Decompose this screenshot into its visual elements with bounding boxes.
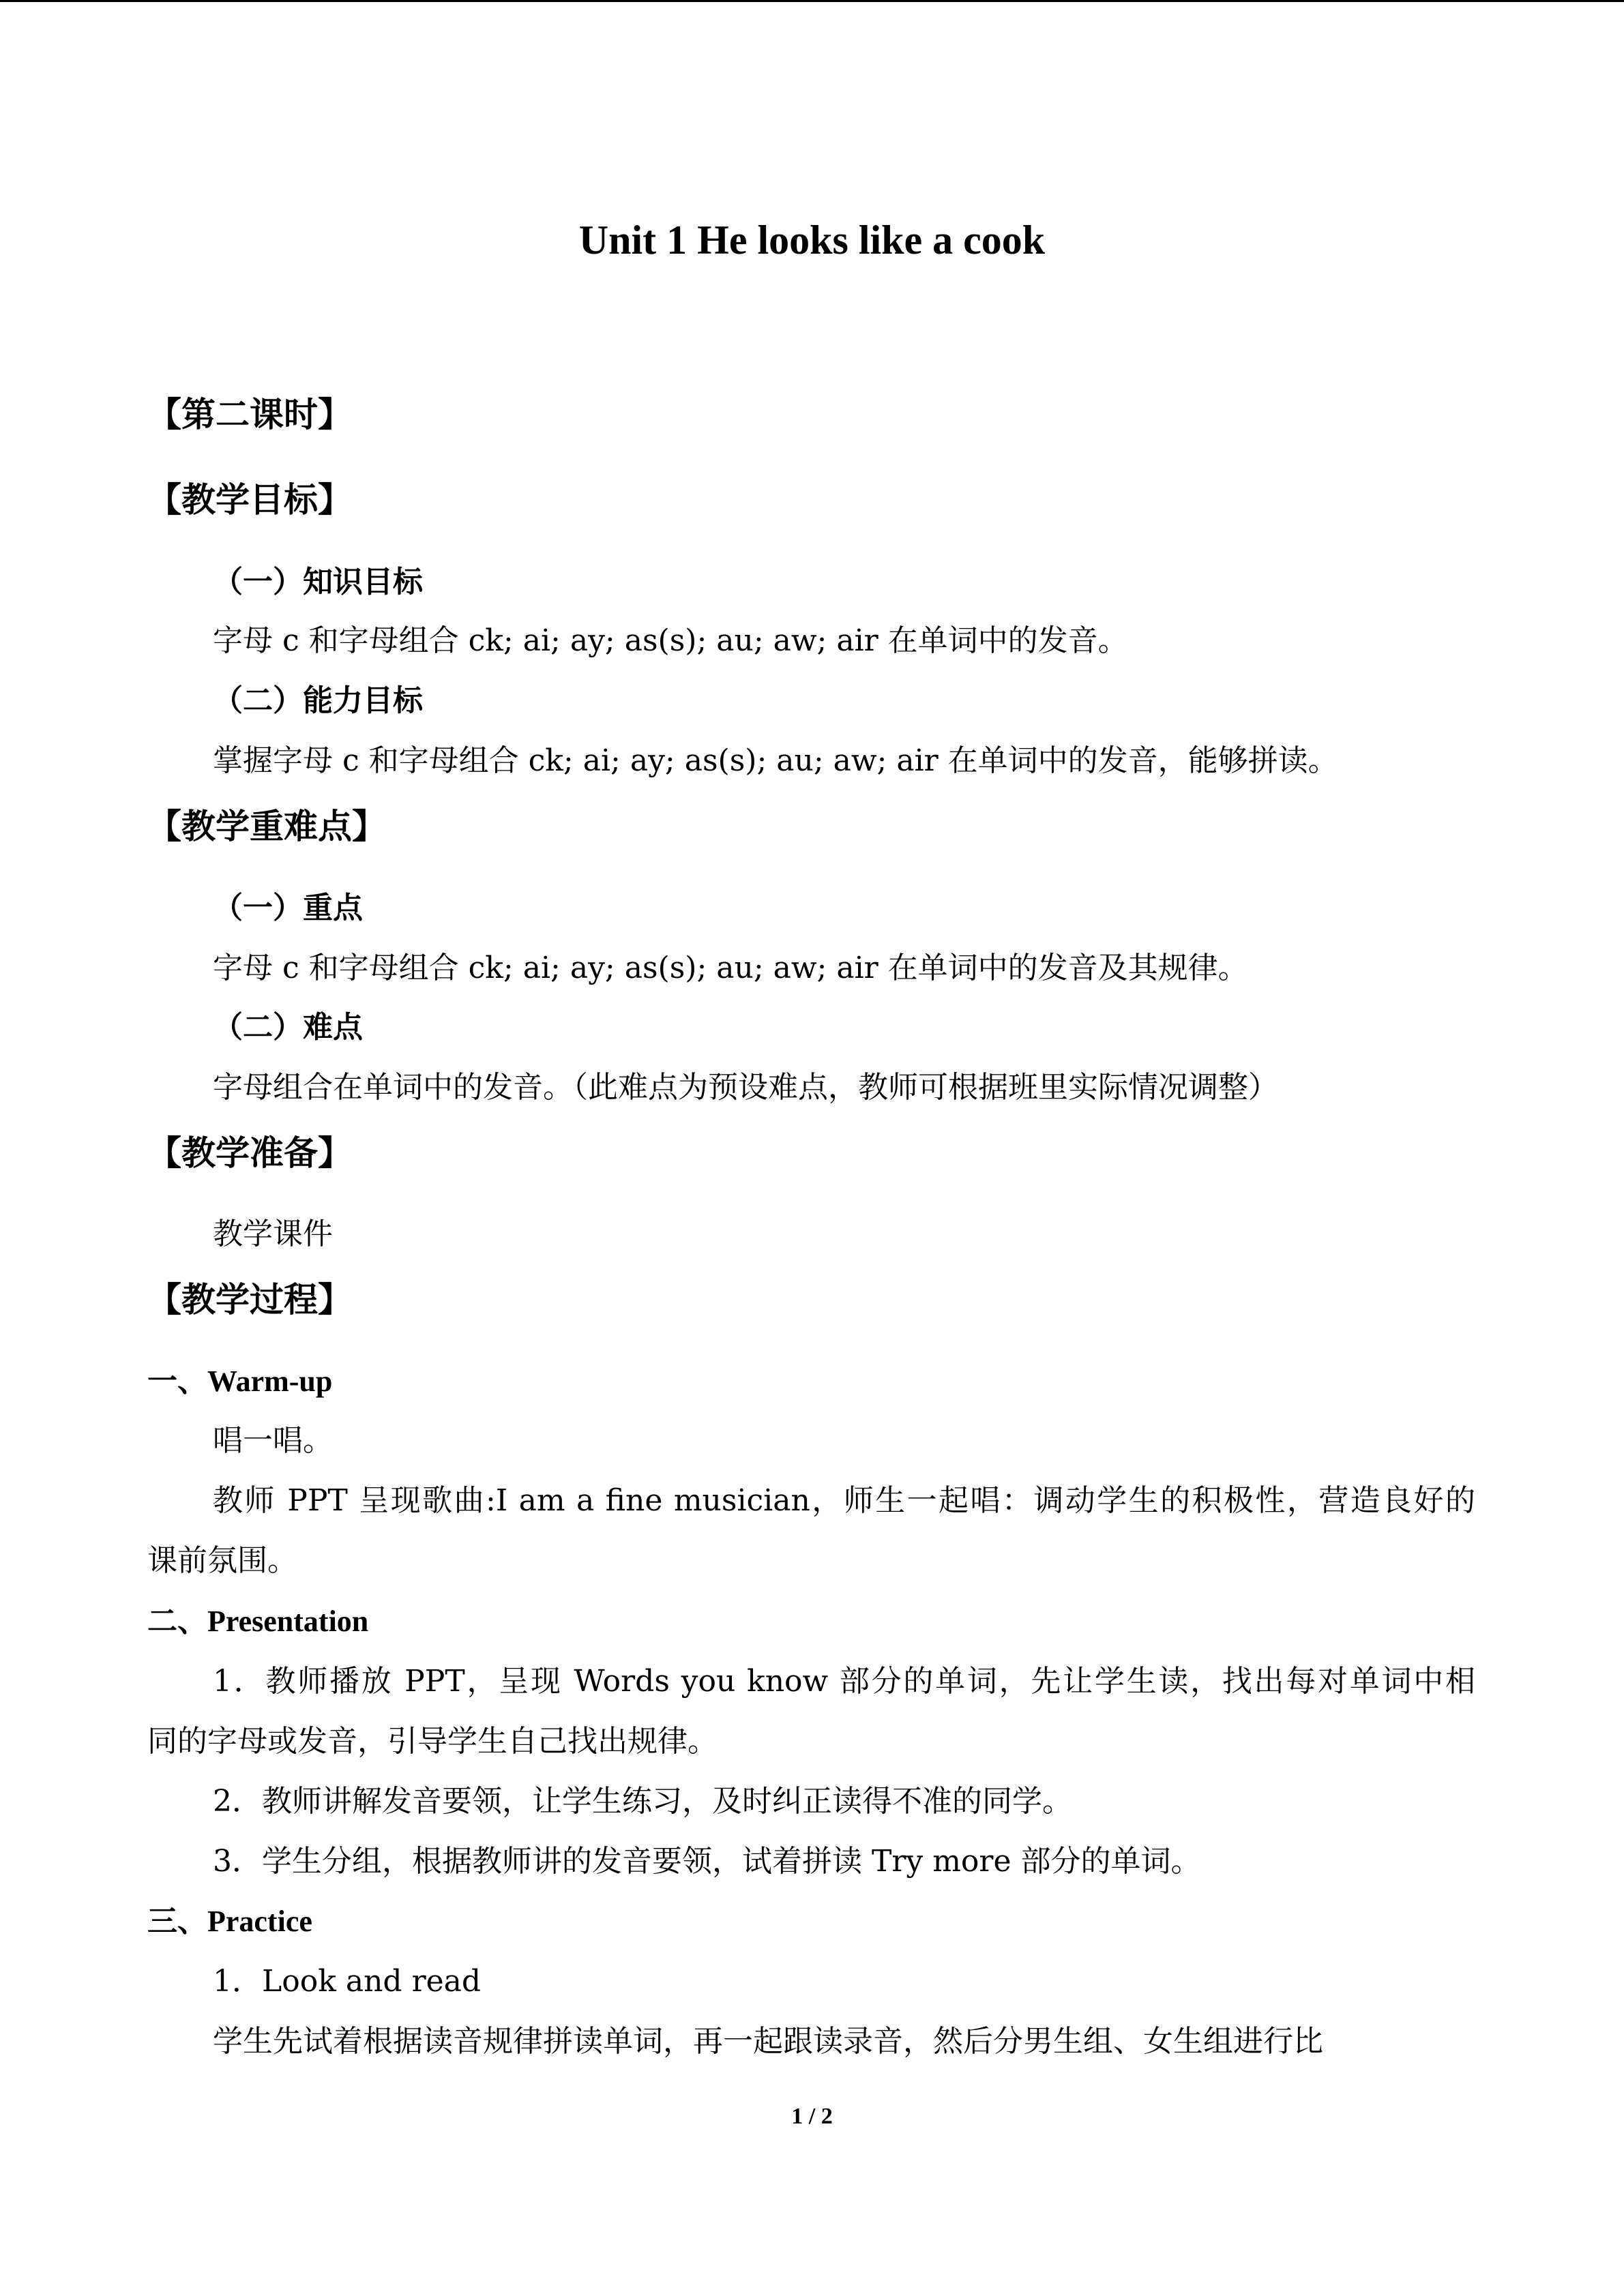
ability-objective-title: （二）能力目标 (213, 683, 423, 718)
key-points-heading: 【教学重难点】 (147, 806, 386, 846)
presentation-item-2: 2．教师讲解发音要领，让学生练习，及时纠正读得不准的同学。 (213, 1784, 1072, 1819)
key-point-title: （一）重点 (213, 891, 363, 925)
document-title: Unit 1 He looks like a cook (578, 218, 1046, 263)
knowledge-objective-title: （一）知识目标 (213, 565, 423, 599)
difficult-point-text: 字母组合在单词中的发音。（此难点为预设难点，教师可根据班里实际情况调整） (213, 1070, 1278, 1105)
practice-title: Practice (207, 1905, 312, 1938)
presentation-item-1a: 1．教师播放 PPT，呈现 Words you know 部分的单词，先让学生读，找出每对单词中相 (213, 1664, 1475, 1699)
page-top-border (0, 0, 1624, 2)
preparation-text: 教学课件 (213, 1217, 333, 1251)
warmup-line-2b: 课前氛围。 (147, 1543, 297, 1578)
knowledge-objective-text: 字母 c 和字母组合 ck; ai; ay; as(s); au; aw; air 在单词中的发音。 (213, 623, 1128, 658)
presentation-item-3: 3．学生分组，根据教师讲的发音要领，试着拼读 Try more 部分的单词。 (213, 1844, 1201, 1879)
presentation-heading (147, 1601, 368, 1642)
practice-item-1-text: 学生先试着根据读音规律拼读单词，再一起跟读录音，然后分男生组、女生组进行比 (213, 2024, 1323, 2059)
process-heading: 【教学过程】 (147, 1279, 352, 1320)
warmup-heading (147, 1361, 332, 1402)
presentation-title: Presentation (207, 1605, 369, 1638)
preparation-heading: 【教学准备】 (147, 1133, 352, 1173)
warmup-number: 一、 (147, 1364, 207, 1399)
lesson-label: 【第二课时】 (147, 394, 352, 434)
page-number: 1 / 2 (791, 2104, 833, 2129)
practice-item-1: 1．Look and read (213, 1964, 482, 1999)
key-point-text: 字母 c 和字母组合 ck; ai; ay; as(s); au; aw; air 在单词中的发音及其规律。 (213, 951, 1248, 985)
objectives-heading: 【教学目标】 (147, 479, 352, 520)
warmup-title: Warm-up (207, 1365, 333, 1398)
warmup-line-2a: 教师 PPT 呈现歌曲:I am a fine musician，师生一起唱：调动学生的积极性，营造良好的 (213, 1483, 1475, 1518)
presentation-item-1b: 同的字母或发音，引导学生自己找出规律。 (147, 1724, 718, 1759)
practice-heading (147, 1901, 312, 1942)
warmup-line-1: 唱一唱。 (213, 1423, 333, 1458)
ability-objective-text: 掌握字母 c 和字母组合 ck; ai; ay; as(s); au; aw; air 在单词中的发音，能够拼读。 (213, 743, 1338, 778)
difficult-point-title: （二）难点 (213, 1010, 363, 1045)
practice-number: 三、 (147, 1904, 207, 1939)
presentation-number: 二、 (147, 1604, 207, 1639)
